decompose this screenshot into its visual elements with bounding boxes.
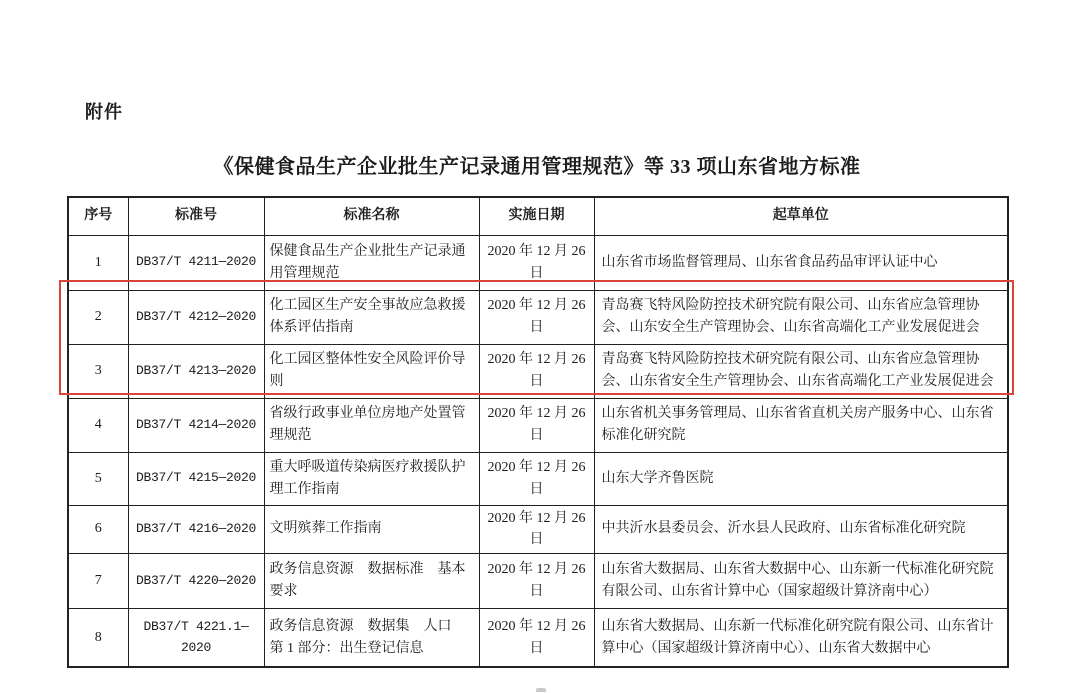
- cell-standard-number: DB37/T 4216—2020: [128, 505, 264, 553]
- header-standard-name: 标准名称: [264, 197, 479, 235]
- header-drafting-organization: 起草单位: [594, 197, 1008, 235]
- cell-implementation-date: 2020 年 12 月 26 日: [479, 344, 594, 398]
- cell-implementation-date: 2020 年 12 月 26 日: [479, 505, 594, 553]
- table-row: [68, 553, 1008, 608]
- cell-standard-name: 文明殡葬工作指南: [264, 505, 479, 553]
- cell-standard-name: 保健食品生产企业批生产记录通用管理规范: [264, 235, 479, 290]
- cell-implementation-date: 2020 年 12 月 26 日: [479, 608, 594, 667]
- cell-no: 2: [68, 290, 128, 344]
- cell-standard-number: DB37/T 4212—2020: [128, 290, 264, 344]
- cell-no: 5: [68, 452, 128, 505]
- header-standard-number: 标准号: [128, 197, 264, 235]
- cell-standard-name: 政务信息资源 数据集 人口 第 1 部分：出生登记信息: [264, 608, 479, 667]
- cell-drafting-organization: 山东大学齐鲁医院: [594, 452, 1008, 505]
- cell-drafting-organization: 山东省市场监督管理局、山东省食品药品审评认证中心: [594, 235, 1008, 290]
- cell-standard-number: DB37/T 4221.1—2020: [128, 608, 264, 667]
- table-row: [68, 235, 1008, 290]
- standards-table: [67, 196, 1009, 668]
- table-row: [68, 608, 1008, 667]
- cell-no: 1: [68, 235, 128, 290]
- cell-drafting-organization: 青岛赛飞特风险防控技术研究院有限公司、山东省应急管理协会、山东安全生产管理协会、山东省高端化工产业发展促进会: [594, 290, 1008, 344]
- cell-standard-name: 化工园区整体性安全风险评价导则: [264, 344, 479, 398]
- header-no: 序号: [68, 197, 128, 235]
- cell-no: 7: [68, 553, 128, 608]
- cell-no: 6: [68, 505, 128, 553]
- cell-no: 8: [68, 608, 128, 667]
- cell-drafting-organization: 山东省大数据局、山东省大数据中心、山东新一代标准化研究院有限公司、山东省计算中心（国家超级计算济南中心）: [594, 553, 1008, 608]
- cell-drafting-organization: 青岛赛飞特风险防控技术研究院有限公司、山东省应急管理协会、山东省安全生产管理协会、山东省高端化工产业发展促进会: [594, 344, 1008, 398]
- cell-no: 4: [68, 398, 128, 452]
- header-implementation-date: 实施日期: [479, 197, 594, 235]
- attachment-label: 附件: [85, 102, 123, 122]
- cell-standard-number: DB37/T 4211—2020: [128, 235, 264, 290]
- cell-implementation-date: 2020 年 12 月 26 日: [479, 398, 594, 452]
- table-row: [68, 344, 1008, 398]
- table-row: [68, 398, 1008, 452]
- cell-standard-name: 重大呼吸道传染病医疗救援队护理工作指南: [264, 452, 479, 505]
- table-row: [68, 290, 1008, 344]
- cell-drafting-organization: 山东省大数据局、山东新一代标准化研究院有限公司、山东省计算中心（国家超级计算济南中心）、山东省大数据中心: [594, 608, 1008, 667]
- cell-standard-name: 省级行政事业单位房地产处置管理规范: [264, 398, 479, 452]
- cell-implementation-date: 2020 年 12 月 26 日: [479, 553, 594, 608]
- table-row: [68, 452, 1008, 505]
- table-row: [68, 505, 1008, 553]
- page-title: 《保健食品生产企业批生产记录通用管理规范》等 33 项山东省地方标准: [213, 156, 861, 178]
- cell-standard-name: 化工园区生产安全事故应急救援体系评估指南: [264, 290, 479, 344]
- cell-drafting-organization: 中共沂水县委员会、沂水县人民政府、山东省标准化研究院: [594, 505, 1008, 553]
- table-header: [68, 197, 1008, 235]
- cell-standard-number: DB37/T 4214—2020: [128, 398, 264, 452]
- cell-standard-name: 政务信息资源 数据标准 基本要求: [264, 553, 479, 608]
- cell-implementation-date: 2020 年 12 月 26 日: [479, 452, 594, 505]
- page-number-partial-mark: [536, 688, 546, 692]
- cell-implementation-date: 2020 年 12 月 26 日: [479, 290, 594, 344]
- cell-standard-number: DB37/T 4220—2020: [128, 553, 264, 608]
- standards-table-body: [68, 235, 1008, 667]
- cell-implementation-date: 2020 年 12 月 26 日: [479, 235, 594, 290]
- cell-no: 3: [68, 344, 128, 398]
- cell-standard-number: DB37/T 4213—2020: [128, 344, 264, 398]
- cell-standard-number: DB37/T 4215—2020: [128, 452, 264, 505]
- cell-drafting-organization: 山东省机关事务管理局、山东省省直机关房产服务中心、山东省标准化研究院: [594, 398, 1008, 452]
